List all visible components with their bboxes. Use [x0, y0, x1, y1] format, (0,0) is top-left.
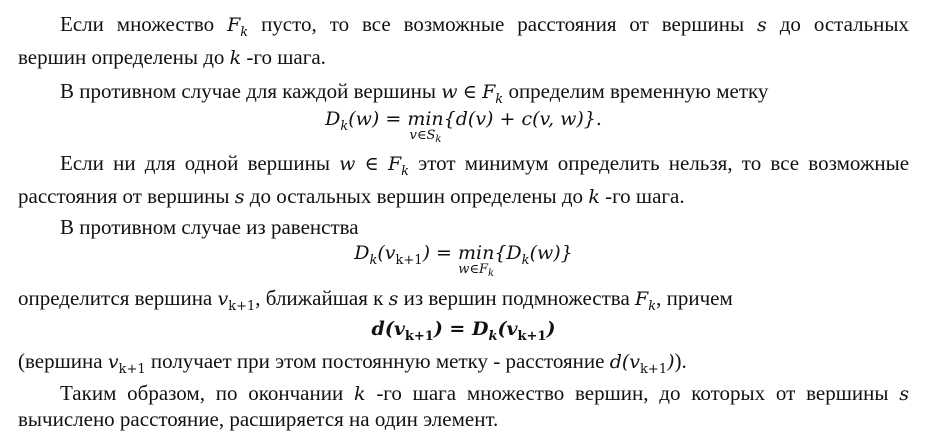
text-fragment: -го шага. [605, 184, 685, 208]
math-operator: min [458, 242, 495, 264]
math-symbol: F [387, 153, 402, 175]
math-symbol: D [354, 242, 370, 264]
paragraph-4-line-2 [18, 285, 733, 320]
text-fragment: Если множество [60, 12, 215, 36]
math-symbol: s [757, 14, 767, 36]
math-subscript: k [340, 119, 349, 134]
math-symbol: w [441, 81, 458, 103]
min-subscript [458, 262, 494, 279]
text-fragment: вершин определены до [18, 45, 225, 69]
text-fragment: , ближайшая к [255, 286, 384, 310]
paragraph-3-line-1 [60, 150, 909, 185]
math-symbol: w [339, 153, 356, 175]
text-fragment: Если ни для одной вершины [60, 151, 330, 175]
math-subscript: k [369, 253, 378, 268]
text-fragment: ). [674, 349, 687, 373]
text-fragment: Таким образом, по окончании [60, 381, 344, 405]
paragraph-5-line-1 [60, 380, 909, 407]
math-symbol: F [227, 14, 241, 36]
math-symbol: v [217, 288, 229, 310]
paragraph-4-line-3 [18, 348, 687, 383]
math-subscript: k+1 [404, 329, 434, 344]
text-fragment: -го шага множество вершин, до которых от вершины [376, 381, 889, 405]
math-expression: d(v [609, 351, 641, 373]
math-subscript: k+1 [640, 362, 668, 377]
math-subscript: k [435, 134, 442, 145]
text-fragment: до остальных [779, 12, 910, 36]
formula-permanent-label [0, 316, 927, 344]
text-fragment: -го шага. [246, 45, 326, 69]
math-subscript: k+1 [517, 329, 547, 344]
math-symbol: v [107, 351, 119, 373]
text-fragment: из вершин подмножества [403, 286, 630, 310]
math-expression: (v [497, 318, 518, 340]
math-expression: (w) = [348, 108, 408, 130]
text-fragment: В противном случае для каждой вершины [60, 79, 437, 103]
math-subscript: k+1 [228, 299, 256, 314]
math-expression: {d(v) + c(v, w)}. [443, 108, 602, 130]
text-fragment: пусто, то все возможные расстояния от вершины [261, 12, 745, 36]
math-symbol: k [354, 383, 366, 405]
math-symbol: F [635, 288, 649, 310]
text-fragment: (вершина [18, 349, 103, 373]
math-subscript: k [240, 25, 249, 40]
paragraph-3-line-2 [18, 183, 685, 210]
math-subscript: k [521, 253, 530, 268]
math-subscript: k [488, 268, 495, 279]
math-expression: ) [667, 351, 675, 373]
text-fragment: В противном случае из равенства [60, 215, 359, 239]
math-symbol: F [482, 81, 496, 103]
min-subscript [410, 128, 442, 145]
math-expression: w∈F [458, 262, 489, 277]
math-symbol: s [388, 288, 399, 310]
text-fragment: получает при этом постоянную метку - расстояние [150, 349, 605, 373]
math-expression: v∈S [409, 128, 436, 143]
math-symbol: D [471, 318, 489, 340]
text-fragment: до остальных вершин определены до [249, 184, 584, 208]
text-fragment: определится вершина [18, 286, 213, 310]
paragraph-1-line-2 [18, 44, 326, 71]
math-subscript: k [495, 92, 504, 107]
math-subscript: k [401, 164, 410, 179]
math-expression: d(v [371, 318, 405, 340]
math-subscript: k [488, 329, 498, 344]
text-fragment: расстояния от вершины [18, 184, 230, 208]
math-symbol: k [588, 186, 600, 208]
paragraph-1-line-1 [60, 11, 909, 46]
text-fragment: , причем [656, 286, 733, 310]
math-expression: ) = [433, 318, 472, 340]
math-symbol: k [229, 47, 242, 69]
text-fragment: вычислено расстояние, расширяется на один элемент. [18, 407, 499, 431]
paragraph-4-line-1 [60, 214, 359, 240]
math-subscript: k+1 [395, 253, 423, 268]
math-subscript: k+1 [118, 362, 146, 377]
paragraph-5-line-2 [18, 406, 498, 432]
math-symbol: s [899, 383, 910, 405]
math-operator: min [407, 108, 444, 130]
math-subscript: k [648, 299, 657, 314]
math-expression: ) [546, 318, 556, 340]
math-symbol: s [234, 186, 245, 208]
math-expression: (w)} [529, 242, 573, 264]
math-symbol: D [325, 108, 341, 130]
math-symbol: ∈ [462, 81, 477, 103]
math-symbol: ∈ [364, 153, 379, 175]
text-fragment: определим временную метку [508, 79, 769, 103]
math-expression: (v [377, 242, 396, 264]
math-expression: ) = [422, 242, 458, 264]
math-expression: {D [494, 242, 522, 264]
text-fragment: этот минимум определить нельзя, то все возможные [418, 151, 910, 175]
